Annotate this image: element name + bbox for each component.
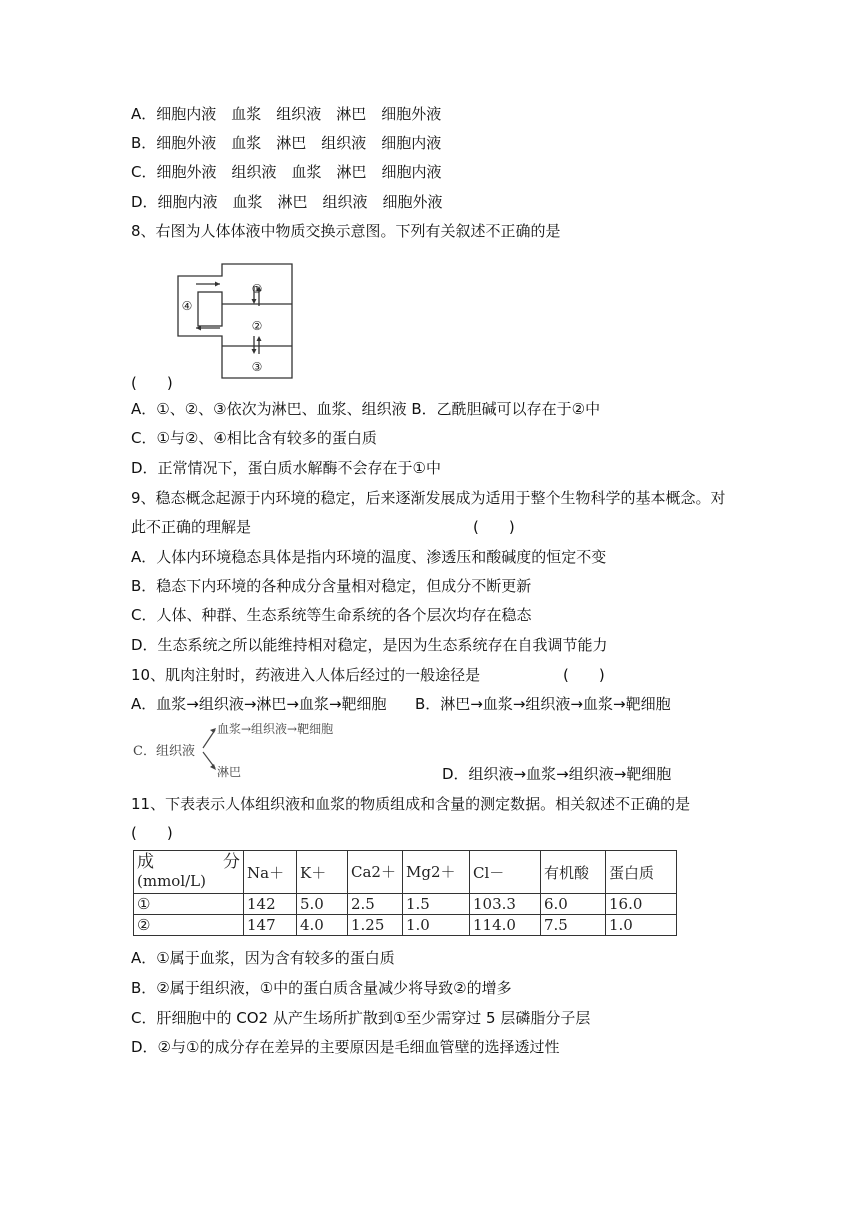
composition-table (133, 850, 677, 936)
q9-option-a: A．人体内环境稳态具体是指内环境的温度、渗透压和酸碱度的恒定不变 (131, 548, 607, 566)
q10-option-b: B．淋巴→血浆→组织液→血浆→靶细胞 (415, 695, 671, 713)
q9-option-b: B．稳态下内环境的各种成分含量相对稳定，但成分不断更新 (131, 577, 532, 595)
q8-paren: ( ) (131, 374, 173, 392)
q8-option-c: C．①与②、④相比含有较多的蛋白质 (131, 429, 377, 447)
q7-option-d: D．细胞内液 血浆 淋巴 组织液 细胞外液 (131, 193, 443, 211)
q10-option-c-bottom-path: 淋巴 (217, 765, 242, 779)
table-header-ca: Ca2＋ (348, 851, 403, 894)
table-row-label: ② (134, 915, 244, 936)
table-cell: 6.0 (541, 894, 606, 915)
table-header-row (134, 851, 677, 894)
diagram-label-2: ② (251, 319, 263, 333)
table-cell: 16.0 (606, 894, 677, 915)
q8-stem: 8、右图为人体体液中物质交换示意图。下列有关叙述不正确的是 (131, 222, 561, 240)
table-header-na: Na＋ (244, 851, 297, 894)
q10-option-c-top-path: 血浆→组织液→靶细胞 (217, 722, 334, 736)
q7-option-b: B．细胞外液 血浆 淋巴 组织液 细胞内液 (131, 134, 442, 152)
q11-stem: 11、下表表示人体组织液和血浆的物质组成和含量的测定数据。相关叙述不正确的是 (131, 795, 691, 813)
q8-option-ab: A．①、②、③依次为淋巴、血浆、组织液 B．乙酰胆碱可以存在于②中 (131, 400, 601, 418)
table-cell: 142 (244, 894, 297, 915)
table-cell: 1.0 (403, 915, 470, 936)
q8-option-d: D．正常情况下，蛋白质水解酶不会存在于①中 (131, 459, 441, 477)
q7-option-a: A．细胞内液 血浆 组织液 淋巴 细胞外液 (131, 105, 442, 123)
table-header-component: 成 分 (mmol/L) (134, 851, 244, 894)
diagram-label-4: ④ (181, 299, 193, 313)
table-cell: 4.0 (297, 915, 348, 936)
q11-paren: ( ) (131, 824, 173, 842)
table-cell: 103.3 (470, 894, 541, 915)
diagram-outline (178, 264, 292, 378)
table-row-label: ① (134, 894, 244, 915)
table-row (134, 894, 677, 915)
table-header-k: K＋ (297, 851, 348, 894)
table-header-cl: Cl－ (470, 851, 541, 894)
table-cell: 114.0 (470, 915, 541, 936)
table-header-protein: 蛋白质 (606, 851, 677, 894)
q9-stem-line1: 9、稳态概念起源于内环境的稳定，后来逐渐发展成为适用于整个生物科学的基本概念。对 (131, 489, 726, 507)
q10-paren: ( ) (563, 666, 605, 684)
q11-option-d: D．②与①的成分存在差异的主要原因是毛细血管壁的选择透过性 (131, 1038, 560, 1056)
q10-option-d: D．组织液→血浆→组织液→靶细胞 (442, 765, 672, 783)
table-cell: 1.0 (606, 915, 677, 936)
diagram-label-3: ③ (251, 360, 263, 374)
q9-option-d: D．生态系统之所以能维持相对稳定，是因为生态系统存在自我调节能力 (131, 636, 608, 654)
table-cell: 5.0 (297, 894, 348, 915)
table-header-organic-acid: 有机酸 (541, 851, 606, 894)
table-cell: 147 (244, 915, 297, 936)
table-header-mg: Mg2＋ (403, 851, 470, 894)
q10-option-c-flow (131, 718, 351, 780)
table-cell: 2.5 (348, 894, 403, 915)
body-fluid-exchange-diagram (176, 262, 296, 382)
q11-option-a: A．①属于血浆，因为含有较多的蛋白质 (131, 949, 395, 967)
q9-paren: ( ) (473, 518, 515, 536)
q9-option-c: C．人体、种群、生态系统等生命系统的各个层次均存在稳态 (131, 606, 532, 624)
q10-stem: 10、肌肉注射时，药液进入人体后经过的一般途径是 (131, 666, 481, 684)
q7-option-c: C．细胞外液 组织液 血浆 淋巴 细胞内液 (131, 163, 442, 181)
table-row (134, 915, 677, 936)
table-cell: 1.5 (403, 894, 470, 915)
q11-option-c: C．肝细胞中的 CO2 从产生场所扩散到①至少需穿过 5 层磷脂分子层 (131, 1009, 591, 1027)
q9-stem-line2: 此不正确的理解是 (131, 518, 252, 536)
table-cell: 7.5 (541, 915, 606, 936)
diagram-label-1: ① (251, 282, 263, 296)
q10-option-a: A．血浆→组织液→淋巴→血浆→靶细胞 (131, 695, 387, 713)
q10-option-c-label: C．组织液 (133, 744, 195, 759)
q11-option-b: B．②属于组织液，①中的蛋白质含量减少将导致②的增多 (131, 979, 512, 997)
table-cell: 1.25 (348, 915, 403, 936)
